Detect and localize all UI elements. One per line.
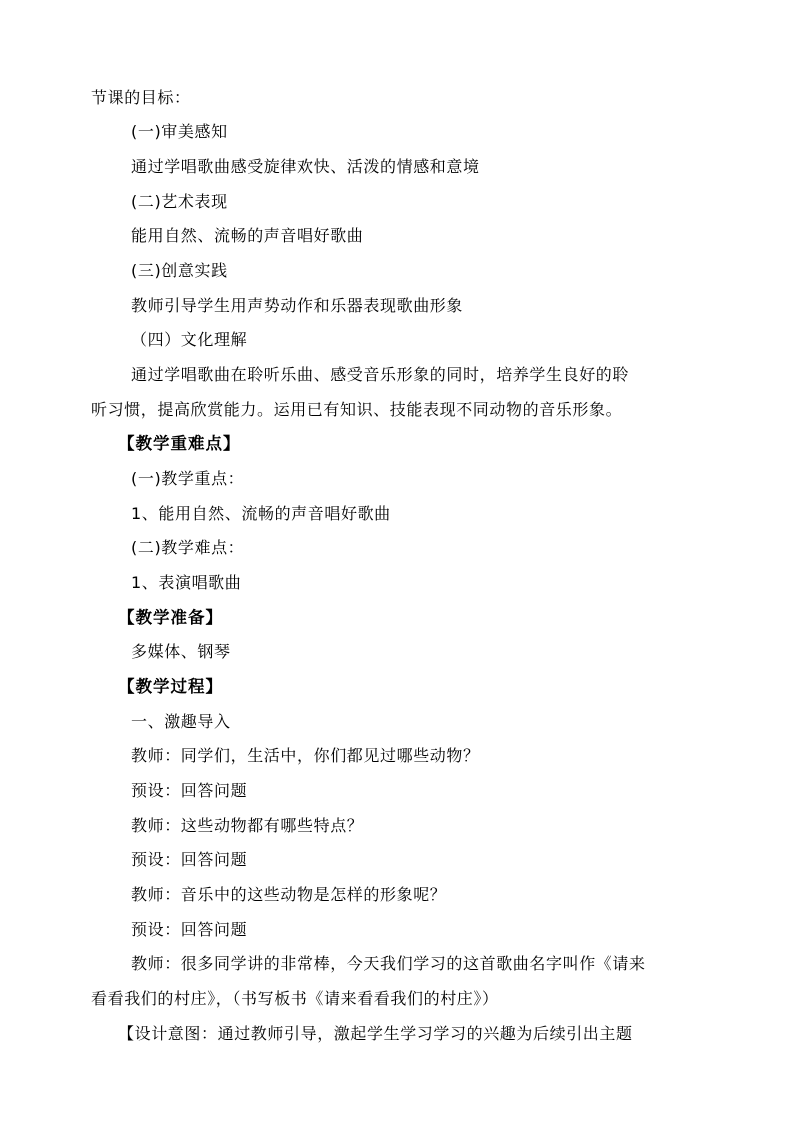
text-line: 教师引导学生用声势动作和乐器表现歌曲形象 bbox=[131, 296, 464, 315]
text-line: 节课的目标： bbox=[91, 88, 191, 107]
section-label: (二)艺术表现 bbox=[131, 192, 228, 211]
section-label: (三)创意实践 bbox=[131, 261, 228, 280]
dialogue-line: 预设：回答问题 bbox=[131, 920, 248, 939]
step-title: 一、激趣导入 bbox=[131, 712, 231, 731]
text-line: 能用自然、流畅的声音唱好歌曲 bbox=[131, 226, 364, 245]
paragraph-line: 看看我们的村庄》，（书写板书《请来看看我们的村庄》） bbox=[91, 989, 499, 1008]
text-line: 多媒体、钢琴 bbox=[131, 642, 231, 661]
dialogue-line: 预设：回答问题 bbox=[131, 850, 248, 869]
design-intent-line: 【设计意图：通过教师引导，激起学生学习学习的兴趣为后续引出主题 bbox=[118, 1024, 633, 1043]
paragraph-line: 听习惯，提高欣赏能力。运用已有知识、技能表现不同动物的音乐形象。 bbox=[91, 400, 623, 419]
subsection-label: (一)教学重点： bbox=[131, 469, 245, 488]
subsection-label: (二)教学难点： bbox=[131, 538, 245, 557]
dialogue-line: 教师：音乐中的这些动物是怎样的形象呢？ bbox=[131, 885, 447, 904]
list-item: 1、表演唱歌曲 bbox=[131, 573, 242, 592]
paragraph-line: 通过学唱歌曲在聆听乐曲、感受音乐形象的同时，培养学生良好的聆 bbox=[131, 365, 630, 384]
dialogue-line: 教师：同学们，生活中，你们都见过哪些动物？ bbox=[131, 746, 480, 765]
section-heading: 【教学重难点】 bbox=[118, 434, 241, 453]
section-label: (一)审美感知 bbox=[131, 122, 228, 141]
list-item: 1、能用自然、流畅的声音唱好歌曲 bbox=[131, 504, 391, 523]
section-heading: 【教学过程】 bbox=[118, 677, 223, 696]
text-line: 通过学唱歌曲感受旋律欢快、活泼的情感和意境 bbox=[131, 157, 480, 176]
dialogue-line: 教师：这些动物都有哪些特点？ bbox=[131, 816, 364, 835]
section-heading: 【教学准备】 bbox=[118, 608, 223, 627]
dialogue-line: 预设：回答问题 bbox=[131, 781, 248, 800]
section-label: （四）文化理解 bbox=[131, 330, 248, 349]
paragraph-line: 教师：很多同学讲的非常棒，今天我们学习的这首歌曲名字叫作《请来 bbox=[131, 954, 646, 973]
